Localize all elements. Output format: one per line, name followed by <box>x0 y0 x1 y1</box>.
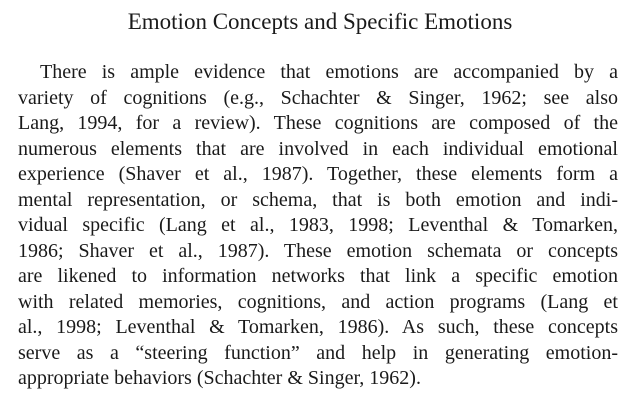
paragraph-line: mental representation, or schema, that is both emotion and indi- <box>18 188 618 211</box>
paragraph-line: Lang, 1994, for a review). These cognitions are composed of the <box>18 112 618 134</box>
paragraph-line: al., 1998; Leventhal & Tomarken, 1986). As such, these concepts <box>18 316 618 338</box>
paragraph-line: appropriate behaviors (Schachter & Singer, 1962). <box>18 367 421 389</box>
paragraph-line: numerous elements that are involved in each individual emotional <box>18 137 618 160</box>
paragraph-line: 1986; Shaver et al., 1987). These emotion schemata or concepts <box>18 239 618 262</box>
paragraph-line: with related memories, cognitions, and action programs (Lang et <box>18 290 618 313</box>
paragraph-line: vidual specific (Lang et al., 1983, 1998; Leventhal & Tomarken, <box>18 214 618 236</box>
paragraph-line: experience (Shaver et al., 1987). Together, these elements form a <box>18 163 618 185</box>
body-paragraph <box>18 60 618 392</box>
paragraph-line: serve as a “steering function” and help in generating emotion- <box>18 341 618 364</box>
paragraph-line: variety of cognitions (e.g., Schachter & Singer, 1962; see also <box>18 86 618 109</box>
section-heading: Emotion Concepts and Specific Emotions <box>127 9 513 34</box>
paragraph-line: are likened to information networks that link a specific emotion <box>18 265 618 287</box>
paragraph-line: There is ample evidence that emotions are accompanied by a <box>40 61 618 83</box>
